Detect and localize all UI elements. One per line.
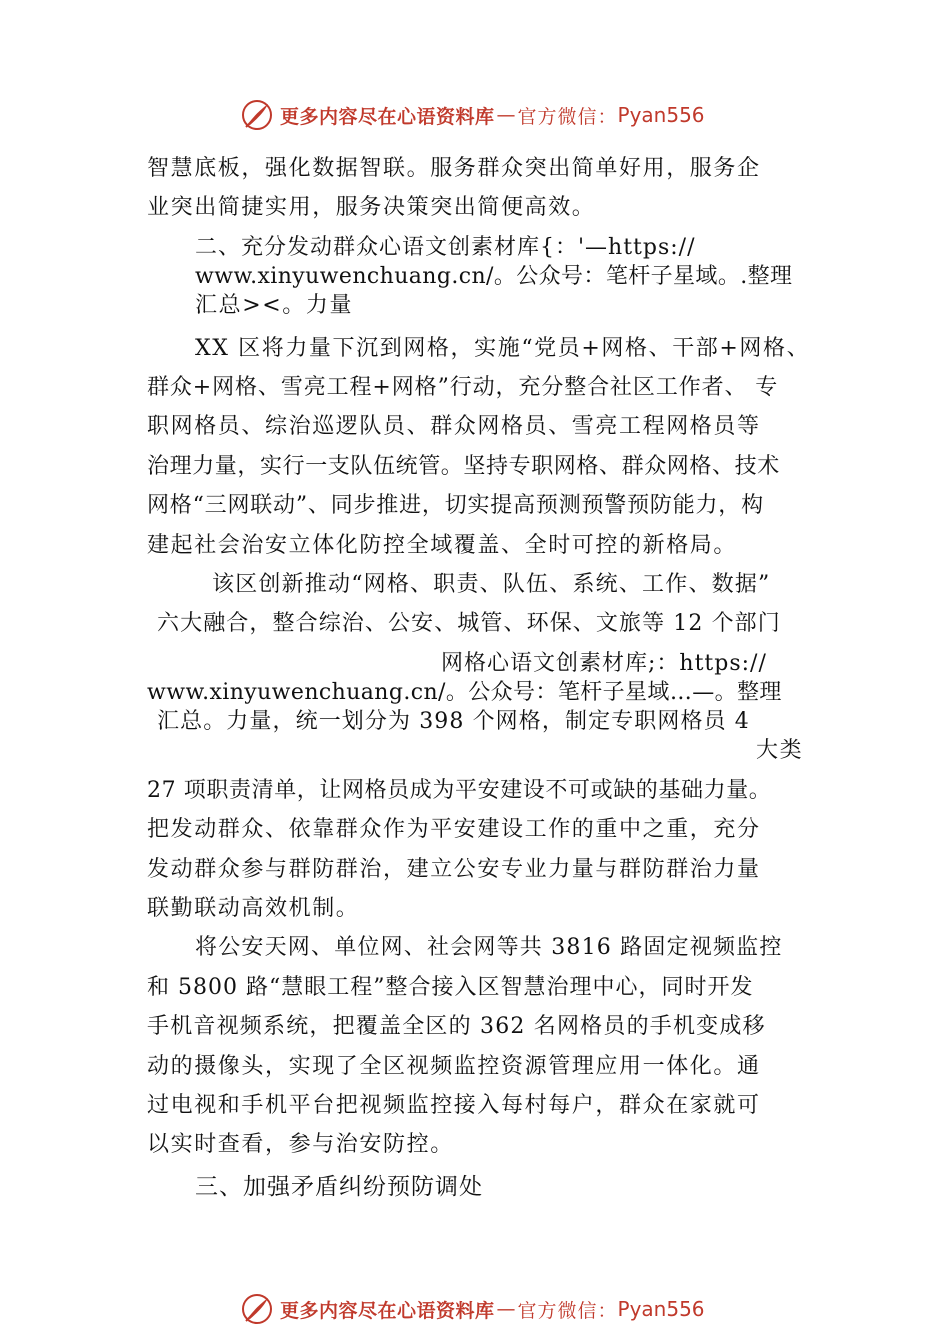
text-line: www.xinyuwenchuang.cn/。公众号：笔杆子星域…—。整理: [147, 680, 782, 705]
text-line: 手机音视频系统，把覆盖全区的 362 名网格员的手机变成移: [147, 1014, 766, 1039]
text-line: 把发动群众、依靠群众作为平安建设工作的重中之重，充分: [147, 817, 761, 842]
footer-watermark: [240, 1292, 705, 1326]
text-line: XX 区将力量下沉到网格，实施“党员+网格、干部+网格、: [195, 336, 811, 361]
text-line: 将公安天网、单位网、社会网等共 3816 路固定视频监控: [195, 935, 783, 960]
quill-seal-icon: [240, 1292, 274, 1326]
text-line: 以实时查看，参与治安防控。: [147, 1132, 454, 1157]
watermark-separator: —: [496, 104, 516, 126]
text-line: 网格心语文创素材库;：https://: [441, 651, 767, 676]
text-line: 建起社会治安立体化防控全域覆盖、全时可控的新格局。: [147, 533, 738, 558]
text-line: 大类: [756, 738, 804, 763]
text-line: 27 项职责清单，让网格员成为平安建设不可或缺的基础力量。: [147, 778, 772, 803]
text-line: 职网格员、综治巡逻队员、群众网格员、雪亮工程网格员等: [147, 414, 761, 439]
text-line: 治理力量，实行一支队伍统管。坚持专职网格、群众网格、技术: [147, 454, 780, 479]
watermark-label: 官方微信：: [517, 1299, 618, 1322]
text-line: 该区创新推动“网格、职责、队伍、系统、工作、数据”: [212, 572, 771, 597]
text-line: 汇总><。力量: [195, 293, 354, 318]
text-line: 六大融合，整合综治、公安、城管、环保、文旅等 12 个部门: [157, 611, 781, 636]
text-line: 智慧底板，强化数据智联。服务群众突出简单好用，服务企: [147, 156, 761, 181]
text-line: 群众+网格、雪亮工程+网格”行动，充分整合社区工作者、 专: [147, 375, 779, 400]
text-line: 网格“三网联动”、同步推进，切实提高预测预警预防能力，构: [147, 493, 764, 518]
watermark-title: 更多内容尽在心语资料库: [280, 1299, 495, 1322]
text-line: 过电视和手机平台把视频监控接入每村每户，群众在家就可: [147, 1093, 761, 1118]
section-heading-2: 二、充分发动群众心语文创素材库{：'—https://: [195, 235, 696, 260]
text-line: 发动群众参与群防群治，建立公安专业力量与群防群治力量: [147, 857, 761, 882]
text-line: 动的摄像头，实现了全区视频监控资源管理应用一体化。通: [147, 1054, 761, 1079]
text-line: 和 5800 路“慧眼工程”整合接入区智慧治理中心，同时开发: [147, 975, 754, 1000]
text-line: 汇总。力量，统一划分为 398 个网格，制定专职网格员 4: [157, 709, 750, 734]
section-heading-3: 三、加强矛盾纠纷预防调处: [195, 1174, 483, 1200]
watermark-code: Pyan556: [617, 1297, 705, 1321]
quill-seal-icon: [240, 98, 274, 132]
watermark-separator: —: [496, 1298, 516, 1320]
watermark-title: 更多内容尽在心语资料库: [280, 105, 495, 128]
watermark-label: 官方微信：: [517, 105, 618, 128]
text-line: www.xinyuwenchuang.cn/。公众号：笔杆子星域。.整理: [195, 264, 793, 289]
text-line: 联勤联动高效机制。: [147, 896, 360, 921]
text-line: 业突出简捷实用，服务决策突出简便高效。: [147, 195, 596, 220]
watermark-code: Pyan556: [617, 103, 705, 127]
header-watermark: [240, 98, 705, 132]
